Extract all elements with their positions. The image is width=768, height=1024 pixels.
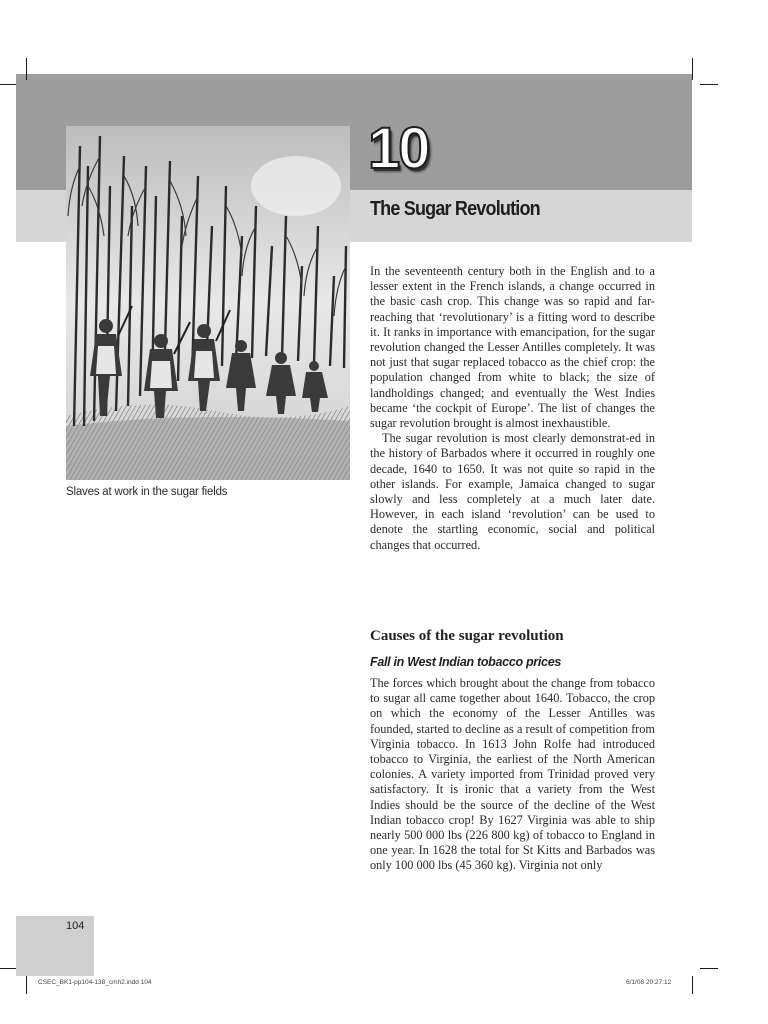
- crop-mark: [700, 968, 718, 969]
- page-number: 104: [66, 920, 85, 932]
- body-paragraph: The forces which brought about the change from tobacco to sugar all came together about 1640. Tobacco, the crop on which the economy of the Lesser Antilles was founded, started to decline as a result of competition from Virginia tobacco. In 1613 John Rolfe had introduced tobacco to Virginia, the earliest of the North American colonies. A variety imported from Trinidad proved very satisfactory. It is ironic that a variety from the West Indies should be the source of the decline of the West Indian tobacco crop! By 1627 Virginia was able to ship nearly 500 000 lbs (226 800 kg) of tobacco to England in one year. In 1628 the total for St Kitts and Barbados was only 100 000 lbs (45 360 kg). Virginia not only: [370, 676, 655, 873]
- print-slug-file: CSEC_BK1-pp104-138_cmh2.indd 104: [38, 979, 152, 986]
- crop-mark: [700, 84, 718, 85]
- section-heading: Causes of the sugar revolution: [370, 628, 564, 644]
- intro-text: [370, 264, 655, 553]
- chapter-title: The Sugar Revolution: [370, 198, 540, 220]
- figure-caption: Slaves at work in the sugar fields: [66, 486, 228, 498]
- crop-mark: [26, 976, 27, 994]
- section-text: [370, 676, 655, 874]
- body-paragraph: In the seventeenth century both in the English and to a lesser extent in the French islands, a change occurred in the basic cash crop. This change was so rapid and far-reaching that ‘revolutionary’ is a fitting word to describe it. It ranks in importance with emancipation, for the sugar revolution changed the Lesser Antilles completely. It was not just that sugar replaced tobacco as the chief crop: the population changed from white to black; the size of landholdings changed; and eventually the West Indies became ‘the cockpit of Europe’. The list of changes the sugar revolution brought is almost inexhaustible.: [370, 264, 655, 431]
- print-slug-date: 6/1/08 20:27:12: [626, 979, 672, 986]
- crop-mark: [0, 84, 16, 85]
- chapter-number: 10: [368, 116, 429, 181]
- crop-mark: [0, 968, 16, 969]
- body-paragraph: The sugar revolution is most clearly demonstrat-ed in the history of Barbados where it occurred in roughly one decade, 1640 to 1650. It was not quite so rapid in the other islands. For example, Jamaica changed to sugar slowly and less completely at a much later date. However, in each island ‘revolution’ can be used to denote the startling economic, social and political changes that occurred.: [370, 431, 655, 552]
- crop-mark: [26, 58, 27, 80]
- crop-mark: [692, 58, 693, 80]
- subsection-heading: Fall in West Indian tobacco prices: [370, 655, 562, 669]
- sugar-fields-illustration: [66, 126, 350, 480]
- crop-mark: [692, 976, 693, 994]
